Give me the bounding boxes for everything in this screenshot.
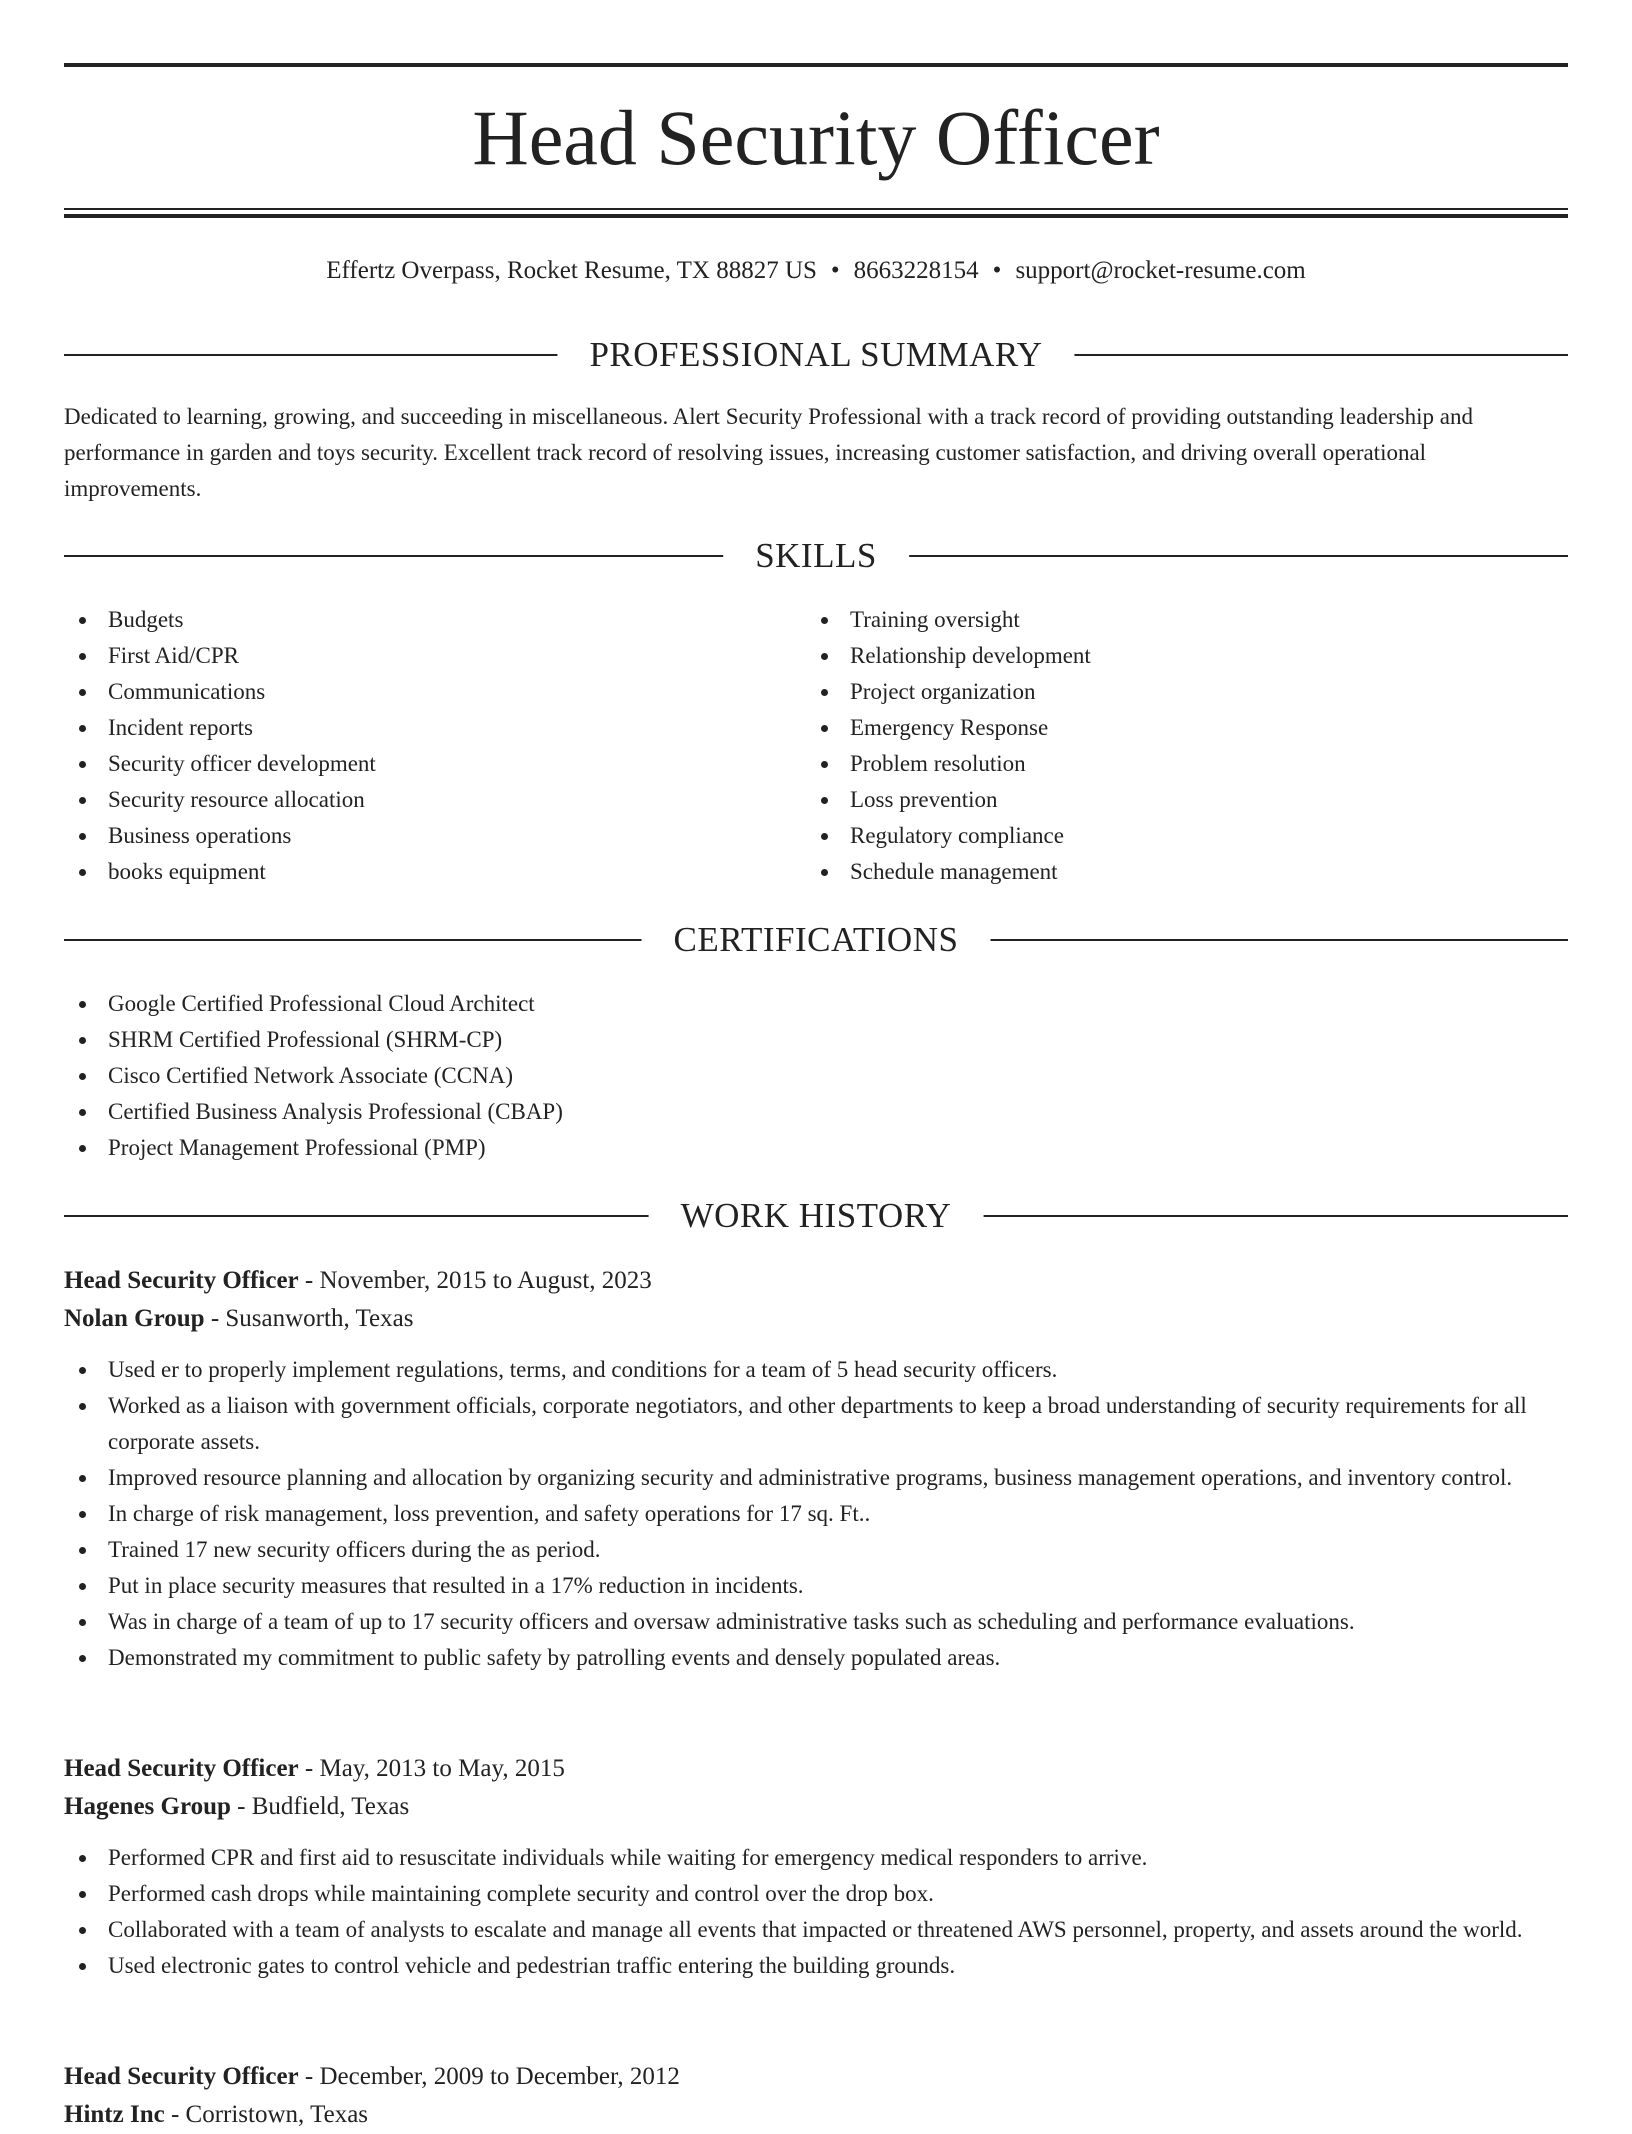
job-bullet: Trained 17 new security officers during the as period. (64, 1532, 1568, 1568)
job-bullet: In charge of risk management, loss prevention, and safety operations for 17 sq. Ft.. (64, 1496, 1568, 1532)
certification-item: Project Management Professional (PMP) (64, 1130, 1568, 1166)
skill-item: Loss prevention (806, 782, 1526, 818)
certification-item: Certified Business Analysis Professional (CBAP) (64, 1094, 1568, 1130)
job-bullet: Put in place security measures that resulted in a 17% reduction in incidents. (64, 1568, 1568, 1604)
section-title: PROFESSIONAL SUMMARY (557, 333, 1074, 377)
job-role-line (64, 2058, 1568, 2096)
job-dates: - November, 2015 to August, 2023 (298, 1267, 652, 1294)
job-role-line (64, 1750, 1568, 1788)
certifications-list (64, 986, 1568, 1166)
job-location: - Susanworth, Texas (204, 1305, 414, 1332)
job-bullet: Improved resource planning and allocation by organizing security and administrative programs, business management operations, and inventory control. (64, 1460, 1568, 1496)
contact-line (64, 254, 1568, 288)
job-company: Nolan Group (64, 1305, 205, 1332)
skill-item: Business operations (64, 818, 784, 854)
skills-list-left (64, 602, 784, 890)
job-location: - Budfield, Texas (230, 1793, 410, 1820)
job-location: - Corristown, Texas (164, 2101, 369, 2128)
contact-email: support@rocket-resume.com (1015, 257, 1306, 284)
job-entry (64, 1262, 1568, 1676)
top-rule (64, 63, 1568, 67)
job-company: Hagenes Group (64, 1793, 231, 1820)
job-bullet: Performed CPR and first aid to resuscitate individuals while waiting for emergency medical responders to arrive. (64, 1840, 1568, 1876)
skill-item: Regulatory compliance (806, 818, 1526, 854)
contact-separator: • (830, 257, 840, 284)
job-bullet: Used er to properly implement regulations, terms, and conditions for a team of 5 head security officers. (64, 1352, 1568, 1388)
certifications-heading (64, 918, 1568, 962)
skill-item: Budgets (64, 602, 784, 638)
section-title: WORK HISTORY (649, 1194, 984, 1238)
section-title: CERTIFICATIONS (642, 918, 991, 962)
skill-item: Incident reports (64, 710, 784, 746)
summary-heading (64, 333, 1568, 377)
job-company-line (64, 1788, 1568, 1826)
job-bullet: Was in charge of a team of up to 17 security officers and oversaw administrative tasks such as scheduling and performance evaluations. (64, 1604, 1568, 1640)
job-bullets (64, 1352, 1568, 1676)
name-double-rule (64, 208, 1568, 218)
skill-item: Security officer development (64, 746, 784, 782)
skill-item: Problem resolution (806, 746, 1526, 782)
job-bullets (64, 1840, 1568, 1984)
contact-address: Effertz Overpass, Rocket Resume, TX 88827 US (326, 257, 817, 284)
job-role-line (64, 1262, 1568, 1300)
skill-item: Project organization (806, 674, 1526, 710)
job-bullet: Used electronic gates to control vehicle and pedestrian traffic entering the building grounds. (64, 1948, 1568, 1984)
job-company-line (64, 1300, 1568, 1338)
skill-item: Schedule management (806, 854, 1526, 890)
skill-item: books equipment (64, 854, 784, 890)
certification-item: SHRM Certified Professional (SHRM-CP) (64, 1022, 1568, 1058)
job-entry (64, 1750, 1568, 1984)
skill-item: Relationship development (806, 638, 1526, 674)
certification-item: Google Certified Professional Cloud Architect (64, 986, 1568, 1022)
job-entry (64, 2058, 1568, 2134)
skill-item: Communications (64, 674, 784, 710)
job-bullet: Collaborated with a team of analysts to escalate and manage all events that impacted or threatened AWS personnel, property, and assets around the world. (64, 1912, 1568, 1948)
job-title: Head Security Officer (64, 1755, 299, 1782)
certification-item: Cisco Certified Network Associate (CCNA) (64, 1058, 1568, 1094)
skill-item: Security resource allocation (64, 782, 784, 818)
resume-name: Head Security Officer (472, 94, 1160, 181)
summary-text: Dedicated to learning, growing, and succeeding in miscellaneous. Alert Security Professional with a track record of providing outstanding leadership and performance in garden and toys security. Excellent track record of resolving issues, increasing customer satisfaction, and driving overall operational improvements. (64, 404, 1473, 501)
skills-list-right (806, 602, 1526, 890)
skill-item: Emergency Response (806, 710, 1526, 746)
skills-heading (64, 534, 1568, 578)
job-company-line (64, 2096, 1568, 2134)
job-bullet: Demonstrated my commitment to public safety by patrolling events and densely populated areas. (64, 1640, 1568, 1676)
section-title: SKILLS (723, 534, 909, 578)
contact-separator: • (992, 257, 1002, 284)
skill-item: Training oversight (806, 602, 1526, 638)
job-dates: - December, 2009 to December, 2012 (298, 2063, 680, 2090)
skill-item: First Aid/CPR (64, 638, 784, 674)
contact-phone: 8663228154 (853, 257, 979, 284)
job-company: Hintz Inc (64, 2101, 165, 2128)
job-dates: - May, 2013 to May, 2015 (298, 1755, 565, 1782)
job-bullet: Worked as a liaison with government officials, corporate negotiators, and other departments to keep a broad understanding of security requirements for all corporate assets. (64, 1388, 1568, 1460)
job-title: Head Security Officer (64, 1267, 299, 1294)
job-title: Head Security Officer (64, 2063, 299, 2090)
job-bullet: Performed cash drops while maintaining complete security and control over the drop box. (64, 1876, 1568, 1912)
work-history-heading (64, 1194, 1568, 1238)
